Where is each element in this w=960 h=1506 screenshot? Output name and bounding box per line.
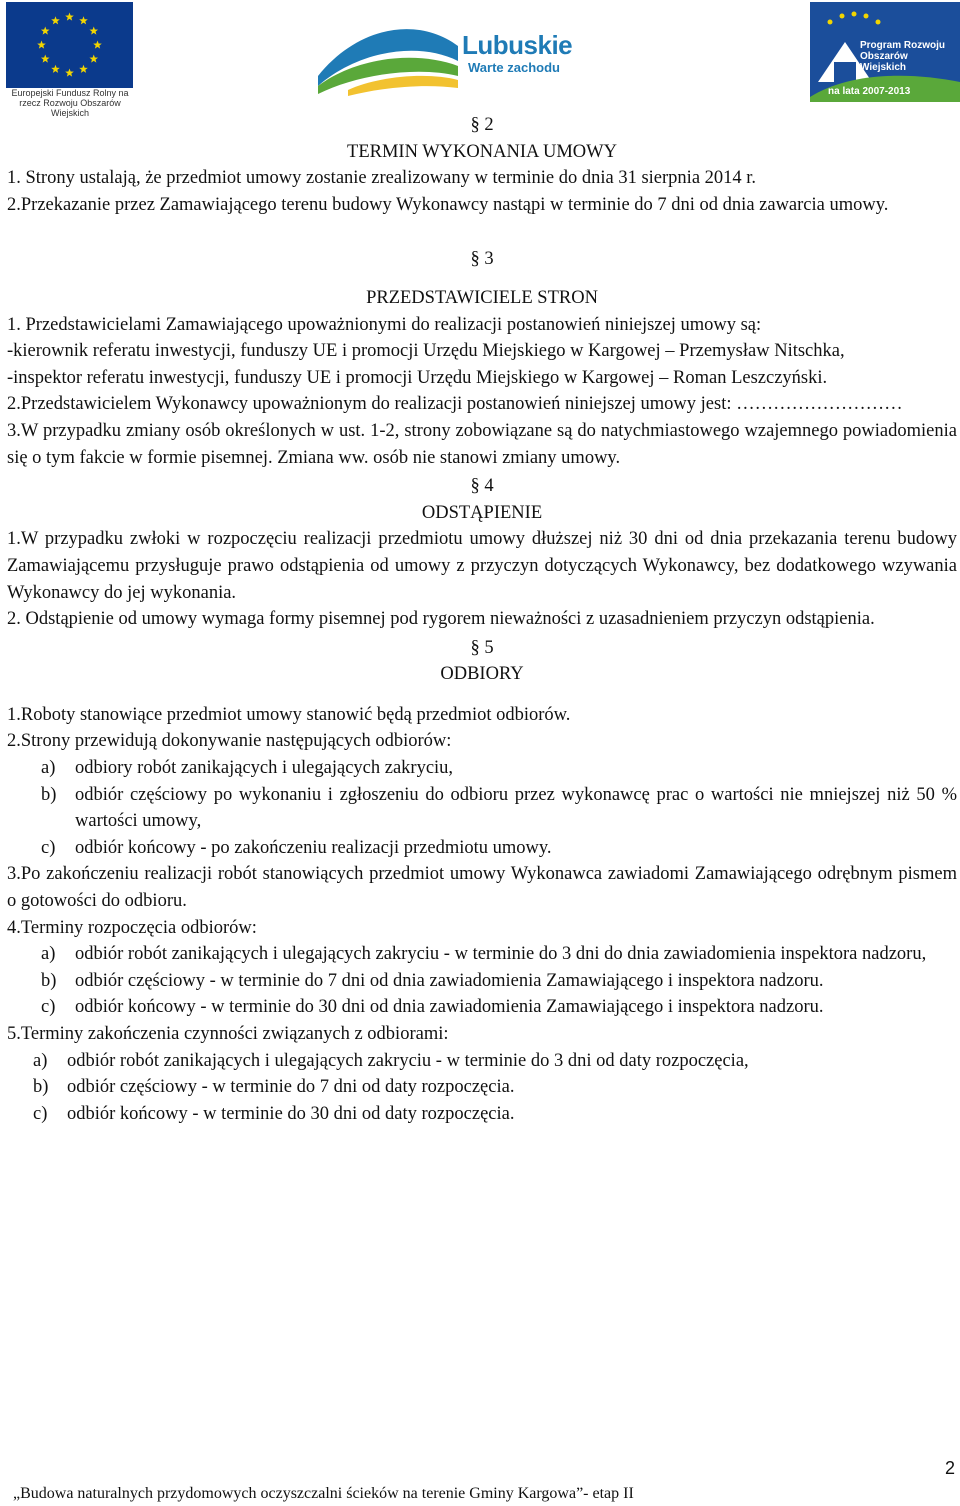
list-item: b) odbiór częściowy po wykonaniu i zgłoszeniu do odbioru przez wykonawcę prac o wartości nie mniejszej niż 50 % wartości umowy, xyxy=(41,784,957,832)
section-number: § 3 xyxy=(470,249,494,270)
footer-text: „Budowa naturalnych przydomowych oczyszczalni ścieków na terenie Gminy Kargowa”- etap II xyxy=(13,1485,634,1502)
lubuskie-title: Lubuskie xyxy=(462,30,573,60)
paragraph: -inspektor referatu inwestycji, funduszy UE i promocji Urzędu Miejskiego w Kargowej – Roman Leszczyński. xyxy=(7,367,828,388)
list-item: c) odbiór końcowy - po zakończeniu realizacji przedmiotu umowy. xyxy=(41,837,552,858)
lubuskie-slogan: Warte zachodu xyxy=(468,60,560,75)
page-number: 2 xyxy=(944,1458,955,1478)
list-item: a) odbiory robót zanikających i ulegających zakryciu, xyxy=(41,758,454,779)
section-number: § 2 xyxy=(470,115,494,135)
paragraph: 3.W przypadku zmiany osób określonych w ust. 1-2, strony zobowiązane są do natychmiastowego wzajemnego powiadomienia się o tym fakcie w formie pisemnej. Zmiana ww. osób nie stanowi zmiany umowy. xyxy=(7,420,957,468)
list-item: b) odbiór częściowy - w terminie do 7 dni od dnia zawiadomienia Zamawiającego i inspektora nadzoru. xyxy=(41,970,824,991)
paragraph: 1.W przypadku zwłoki w rozpoczęciu realizacji przedmiotu umowy dłuższej niż 30 dni od dnia przekazania terenu budowy Zamawiającemu przysługuje prawo odstąpienia od umowy z przyczyn dotyczących Wykonawcy, bez dodatkowego wzywania Wykonawcy do jej wykonania. xyxy=(7,529,957,603)
eu-flag-logo xyxy=(6,2,133,88)
paragraph: 2.Przekazanie przez Zamawiającego terenu budowy Wykonawcy nastąpi w terminie do 7 dni od dnia zawarcia umowy. xyxy=(7,194,889,215)
section-title: TERMIN WYKONANIA UMOWY xyxy=(347,141,617,162)
logo-header xyxy=(0,0,960,118)
paragraph: 4.Terminy rozpoczęcia odbiorów: xyxy=(7,917,257,938)
paragraph: 3.Po zakończeniu realizacji robót stanowiących przedmiot umowy Wykonawca zawiadomi Zamawiającego odrębnym pismem o gotowości do odbioru. xyxy=(7,864,957,912)
section-number: § 4 xyxy=(470,476,494,497)
section-number: § 5 xyxy=(470,637,494,658)
paragraph: 2.Przedstawicielem Wykonawcy upoważnionym do realizacji postanowień niniejszej umowy jest: ……………………… xyxy=(7,394,903,415)
prow-title: Program Rozwoju Obszarów Wiejskich xyxy=(860,40,946,73)
section-title: ODSTĄPIENIE xyxy=(421,502,543,523)
paragraph: 5.Terminy zakończenia czynności związanych z odbiorami: xyxy=(7,1024,449,1044)
paragraph: 1. Strony ustalają, że przedmiot umowy zostanie zrealizowany w terminie do dnia 31 sierpnia 2014 r. xyxy=(7,168,757,189)
eu-fund-caption: Europejski Fundusz Rolny na rzecz Rozwoju Obszarów Wiejskich xyxy=(11,88,129,118)
section-title: PRZEDSTAWICIELE STRON xyxy=(366,287,598,308)
list-item: c) odbiór końcowy - w terminie do 30 dni od daty rozpoczęcia. xyxy=(33,1103,515,1124)
prow-years: na lata 2007-2013 xyxy=(828,86,911,97)
list-item: c) odbiór końcowy - w terminie do 30 dni od dnia zawiadomienia Zamawiającego i inspektora nadzoru. xyxy=(41,997,824,1018)
page-footer xyxy=(0,1458,960,1506)
list-item: a) odbiór robót zanikających i ulegających zakryciu - w terminie do 3 dni do dnia zawiadomienia inspektora nadzoru, xyxy=(41,944,927,965)
list-item: a) odbiór robót zanikających i ulegających zakryciu - w terminie do 3 dni od daty rozpoczęcia, xyxy=(33,1050,749,1071)
list-item: b) odbiór częściowy - w terminie do 7 dni od daty rozpoczęcia. xyxy=(33,1077,515,1098)
paragraph: 1. Przedstawicielami Zamawiającego upoważnionymi do realizacji postanowień niniejszej umowy są: xyxy=(7,314,762,335)
paragraph: 2.Strony przewidują dokonywanie następujących odbiorów: xyxy=(7,731,452,752)
section-title: ODBIORY xyxy=(440,664,524,685)
paragraph: 2. Odstąpienie od umowy wymaga formy pisemnej pod rygorem nieważności z uzasadnieniem przyczyn odstąpienia. xyxy=(7,609,875,630)
paragraph: -kierownik referatu inwestycji, funduszy UE i promocji Urzędu Miejskiego w Kargowej – Przemysław Nitschka, xyxy=(7,341,845,362)
document-body xyxy=(7,112,957,1127)
paragraph: 1.Roboty stanowiące przedmiot umowy stanowić będą przedmiot odbiorów. xyxy=(7,704,571,725)
